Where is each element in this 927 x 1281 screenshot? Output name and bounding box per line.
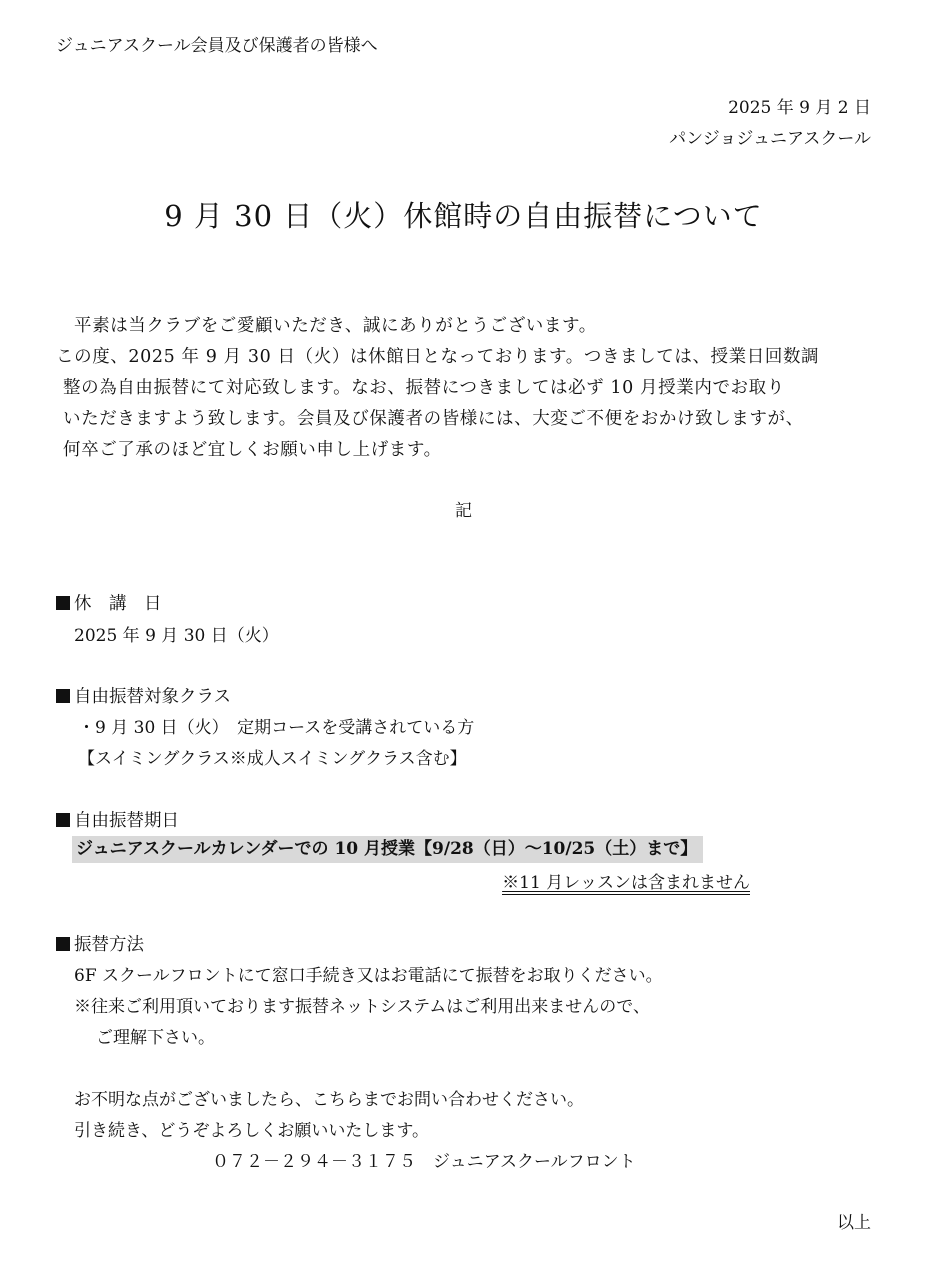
black-square-icon	[56, 937, 70, 951]
contact-line: 引き続き、どうぞよろしくお願いいたします。	[74, 1121, 429, 1141]
intro-line: 平素は当クラブをご愛顧いただき、誠にありがとうございます。	[74, 316, 597, 336]
black-square-icon	[56, 596, 70, 610]
target-class-line: ・9 月 30 日（火） 定期コースを受講されている方	[78, 718, 475, 738]
contact-line: お不明な点がございましたら、こちらまでお問い合わせください。	[74, 1090, 584, 1110]
closing-mark: 以上	[837, 1213, 871, 1233]
issue-date: 2025 年 9 月 2 日	[728, 98, 871, 118]
intro-line: この度、2025 年 9 月 30 日（火）は休館日となっております。つきましては、授業日回数調	[56, 347, 820, 367]
method-line: ご理解下さい。	[96, 1028, 215, 1048]
intro-line: 整の為自由振替にて対応致します。なお、振替につきましては必ず 10 月授業内でお取り	[63, 378, 785, 398]
intro-line: いただきますよう致します。会員及び保護者の皆様には、大変ご不便をおかけ致しますが、	[63, 409, 804, 429]
section-heading: 休 講 日	[56, 596, 162, 614]
section-heading: 自由振替期日	[56, 813, 179, 831]
page-title: 9 月 30 日（火）休館時の自由振替について	[164, 199, 763, 233]
method-line: 6F スクールフロントにて窓口手続き又はお電話にて振替をお取りください。	[74, 966, 663, 986]
section-heading: 振替方法	[56, 937, 144, 955]
salutation: ジュニアスクール会員及び保護者の皆様へ	[56, 36, 378, 56]
period-note: ※11 月レッスンは含まれません	[502, 873, 750, 893]
black-square-icon	[56, 689, 70, 703]
intro-line: 何卒ご了承のほど宜しくお願い申し上げます。	[63, 440, 442, 460]
target-class-line: 【スイミングクラス※成人スイミングクラス含む】	[78, 749, 467, 769]
ki-marker: 記	[455, 501, 472, 521]
closed-day-value: 2025 年 9 月 30 日（火）	[74, 626, 279, 646]
period-highlight: ジュニアスクールカレンダーでの 10 月授業【9/28（日）～10/25（土）まで】	[72, 841, 703, 858]
phone-line: ０７２－２９４－３１７５ ジュニアスクールフロント	[212, 1152, 636, 1172]
black-square-icon	[56, 813, 70, 827]
sender-name: パンジョジュニアスクール	[669, 129, 871, 149]
method-line: ※往来ご利用頂いております振替ネットシステムはご利用出来ませんので、	[74, 997, 650, 1017]
section-heading: 自由振替対象クラス	[56, 689, 231, 707]
